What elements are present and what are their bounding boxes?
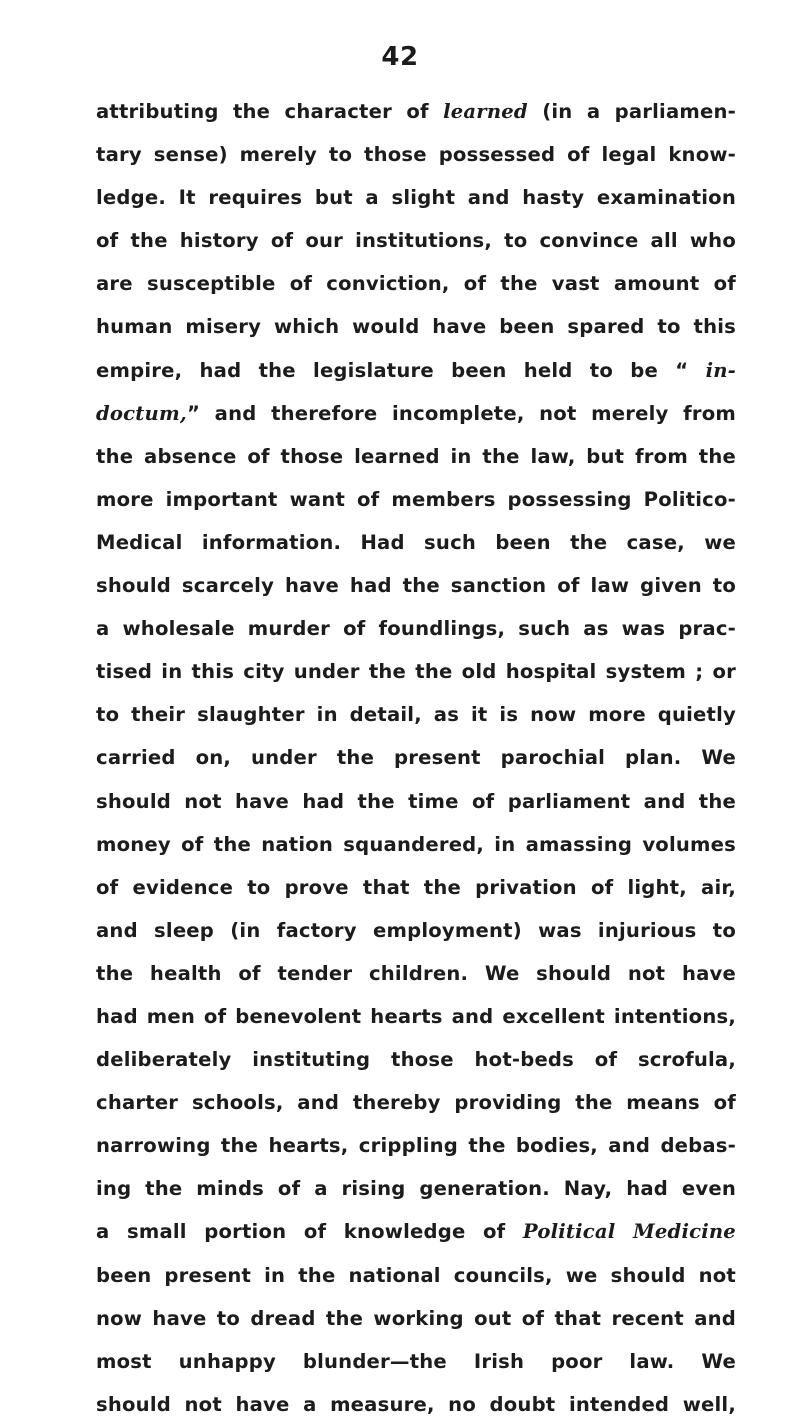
text-segment: to their slaughter in detail, as it is now more quietly — [96, 703, 736, 727]
text-segment: are susceptible of conviction, of the vast amount of — [96, 272, 736, 296]
text-line — [96, 478, 736, 521]
text-segment: money of the nation squandered, in amassing volumes — [96, 832, 736, 856]
text-segment: (in a parliamen- — [527, 100, 736, 123]
text-line — [96, 90, 736, 133]
text-line — [96, 219, 736, 262]
italic-phrase: doctum, — [96, 401, 187, 425]
text-line — [96, 1340, 736, 1383]
text-line — [96, 823, 736, 866]
text-line — [96, 780, 736, 823]
text-segment: should scarcely have had the sanction of law given to — [96, 574, 736, 598]
text-line — [96, 1038, 736, 1081]
text-segment: should not have had the time of parliament and the — [96, 789, 736, 813]
text-segment: been present in the national councils, we should not — [96, 1263, 736, 1287]
text-line — [96, 866, 736, 909]
text-segment: a wholesale murder of foundlings, such as was prac- — [96, 617, 736, 641]
text-line — [96, 1167, 736, 1210]
text-segment: should not have a measure, no doubt intended well, — [96, 1392, 736, 1416]
body-text — [96, 90, 736, 1426]
text-line — [96, 1124, 736, 1167]
text-segment: ing the minds of a rising generation. Nay, had even — [96, 1177, 736, 1201]
text-segment: most unhappy blunder—the Irish poor law. We — [96, 1349, 736, 1373]
text-segment: the health of tender children. We should not have — [96, 961, 736, 985]
text-line — [96, 952, 736, 995]
text-line — [96, 305, 736, 348]
italic-phrase: Political Medicine — [522, 1220, 736, 1244]
text-line — [96, 262, 736, 305]
text-segment: ” and therefore incomplete, not merely from — [186, 401, 736, 425]
text-segment: human misery which would have been spared to this — [96, 315, 736, 339]
text-line — [96, 650, 736, 693]
text-line — [96, 133, 736, 176]
text-segment: tised in this city under the the old hospital system ; or — [96, 660, 736, 684]
italic-phrase: learned — [443, 100, 528, 123]
text-line — [96, 909, 736, 952]
text-segment: had men of benevolent hearts and excellent intentions, — [96, 1004, 736, 1028]
text-line — [96, 1210, 736, 1253]
text-segment: ledge. It requires but a slight and hasty examination — [96, 186, 736, 210]
text-segment: narrowing the hearts, crippling the bodies, and debas- — [96, 1134, 736, 1158]
italic-phrase: in- — [705, 358, 736, 382]
text-segment: tary sense) merely to those possessed of legal know- — [96, 143, 736, 167]
text-segment: and sleep (in factory employment) was injurious to — [96, 918, 736, 942]
text-segment: now have to dread the working out of that recent and — [96, 1306, 736, 1330]
text-line — [96, 435, 736, 478]
text-line — [96, 521, 736, 564]
text-segment: of the history of our institutions, to convince all who — [96, 229, 736, 253]
text-segment: deliberately instituting those hot-beds of scrofula, — [96, 1048, 736, 1072]
text-segment: empire, had the legislature been held to be “ — [96, 358, 706, 382]
page-number: 42 — [381, 42, 419, 72]
text-line — [96, 1081, 736, 1124]
text-segment: of evidence to prove that the privation of light, air, — [96, 875, 736, 899]
text-segment: Medical information. Had such been the case, we — [96, 530, 736, 554]
text-line — [96, 607, 736, 650]
text-line — [96, 1383, 736, 1426]
text-segment: more important want of members possessing Politico- — [96, 487, 736, 511]
text-line — [96, 1254, 736, 1297]
text-line — [96, 564, 736, 607]
text-line — [96, 995, 736, 1038]
text-segment: attributing the character of — [96, 100, 444, 123]
text-line — [96, 693, 736, 736]
text-line — [96, 1297, 736, 1340]
text-segment: the absence of those learned in the law, but from the — [96, 444, 736, 468]
text-segment: a small portion of knowledge of — [96, 1220, 523, 1244]
text-line — [96, 176, 736, 219]
text-segment: carried on, under the present parochial plan. We — [96, 746, 736, 770]
text-segment: charter schools, and thereby providing the means of — [96, 1091, 736, 1115]
text-line — [96, 349, 736, 392]
text-line — [96, 736, 736, 779]
text-line — [96, 392, 736, 435]
